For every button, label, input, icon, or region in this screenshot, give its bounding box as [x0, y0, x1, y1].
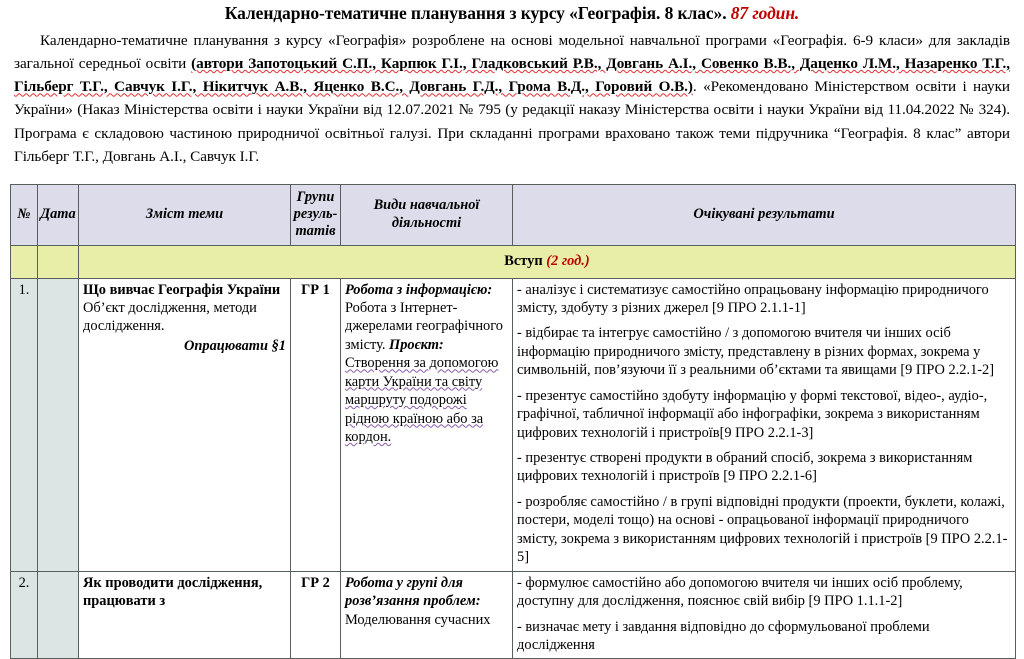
section-row-num-cell — [11, 245, 38, 278]
result-bullet: - формулює самостійно або допомогою вчителя чи інших осіб проблему, доступну для дослідження, пояснює свій вибір [9 ПРО 1.1.1-2] — [517, 574, 963, 610]
row-result-group: ГР 1 — [291, 278, 341, 571]
column-header-groups-line2: резуль- — [293, 205, 338, 222]
row-result-group: ГР 2 — [291, 571, 341, 659]
column-header-number: № — [11, 184, 38, 245]
result-bullet: - розробляє самостійно / в групі відповідні продукти (проекти, буклети, колажі, постери, моделі тощо) на основі - опрацьованої інформації природничого змісту, зокрема з використанням цифрових технологій і пристроїв [9 ПРО 2.2.1-5] — [517, 493, 1008, 566]
row-number: 2. — [11, 571, 38, 659]
row-expected-results — [513, 278, 1016, 571]
result-bullet: - визначає мету і завдання відповідно до сформульованої проблеми дослідження — [517, 618, 930, 653]
result-bullet: - презентує створені продукти в обраний спосіб, зокрема з використанням цифрових технологій і пристроїв [9 ПРО 2.2.1-6] — [517, 450, 973, 485]
activity-text-1: Робота з Інтернет-джерелами географічного змісту. — [345, 299, 503, 353]
intro-paragraph — [0, 25, 1024, 168]
row-expected-results — [513, 571, 1016, 659]
table-row — [11, 278, 1016, 571]
calendar-planning-table — [10, 184, 1016, 659]
page-title-hours: 87 годин. — [730, 3, 800, 23]
column-header-groups — [291, 184, 341, 245]
page-title-main: Календарно-тематичне планування з курсу «Географія. 8 клас». — [224, 3, 727, 23]
column-header-activities-line2: діяльності — [391, 214, 462, 231]
intro-text-part1: Календарно-тематичне планування з курсу «Географія» розроблене на основі модельної навчальної програми «Географія. 6-9 класи» для закладів загальної середньої освіти — [14, 32, 1010, 73]
row-date[interactable] — [38, 278, 79, 571]
result-bullet: - аналізує і систематизує самостійно опрацьовану інформацію природничого змісту, здобуту з різних джерел [9 ПРО 2.1.1-1] — [517, 281, 989, 316]
section-row-vstup — [11, 245, 1016, 278]
section-row-date-cell — [38, 245, 79, 278]
section-title-text: Вступ — [504, 253, 543, 270]
table-row — [11, 571, 1016, 659]
theme-title: Як проводити дослідження, працювати з — [83, 574, 263, 610]
column-header-groups-line3: татів — [295, 223, 336, 240]
column-header-activities-line1: Види навчальної — [373, 197, 480, 214]
column-header-activities — [341, 184, 513, 245]
activity-lead-2: Проєкт: — [389, 336, 444, 353]
theme-task: Опрацювати §1 — [183, 337, 286, 354]
row-theme-content — [79, 571, 291, 659]
result-bullet: - відбирає та інтегрує самостійно / з допомогою вчителя чи інших осіб інформацію природничого змісту, представлену в різних формах, зокрема у символьній, пов’язуючи її з реальними об’єктами та явищами [9 ПРО 2.2.1-2] — [517, 325, 995, 379]
activity-text-2: Створення за допомогою карти України та світу маршруту подорожі рідною країною або за кордон. — [345, 355, 499, 446]
intro-authors-list: (автори Запотоцький С.П., Карпюк Г.І., Гладковський Р.В., Довгань А.І., Совенко В.В., Даценко Л.М., Назаренко Т.Г., Гільберг Т.Г., Савчук І.Г., Нікитчук А.В., Яценко В.С., Довгань Г.Д., Грома В.Д., Горовий О.В.) — [14, 55, 1010, 96]
intro-text-part2: . «Рекомендовано Міністерством освіти і науки України» (Наказ Міністерства освіти і науки України від 12.07.2021 № 795 (у редакції наказу Міністерства освіти і науки України від 11.04.2022 № 324). Програма є складовою частиною природничої освітньої галузі. При складанні програми враховано також теми підручника “Географія. 8 клас” автори Гільберг Т.Г., Довгань А.І., Савчук І.Г. — [14, 78, 1010, 165]
activity-lead-1: Робота у групі для розв’язання проблем: — [345, 574, 481, 610]
row-number: 1. — [11, 278, 38, 571]
column-header-theme: Зміст теми — [79, 184, 291, 245]
row-activities — [341, 571, 513, 659]
activity-text-1: Моделювання сучасних — [345, 611, 491, 628]
column-header-date: Дата — [38, 184, 79, 245]
table-header-row — [11, 184, 1016, 245]
theme-title: Що вивчає Географія України — [83, 281, 281, 298]
activity-lead-1: Робота з інформацією: — [345, 281, 493, 298]
section-title-cell — [79, 245, 1016, 278]
column-header-groups-line1: Групи — [296, 188, 335, 205]
row-theme-content — [79, 278, 291, 571]
column-header-results: Очікувані результати — [513, 184, 1016, 245]
section-hours-text: (2 год.) — [546, 253, 590, 270]
theme-subtext: Об’єкт дослідження, методи дослідження. — [83, 299, 257, 335]
result-bullet: - презентує самостійно здобуту інформацію у формі текстової, відео-, аудіо-, графічної, табличної інформації або інфографіки, зокрема з використанням цифрових технологій і пристроїв[9 ПРО 2.2.1-3] — [517, 387, 988, 441]
row-activities — [341, 278, 513, 571]
row-date[interactable] — [38, 571, 79, 659]
page-title — [0, 0, 1024, 25]
